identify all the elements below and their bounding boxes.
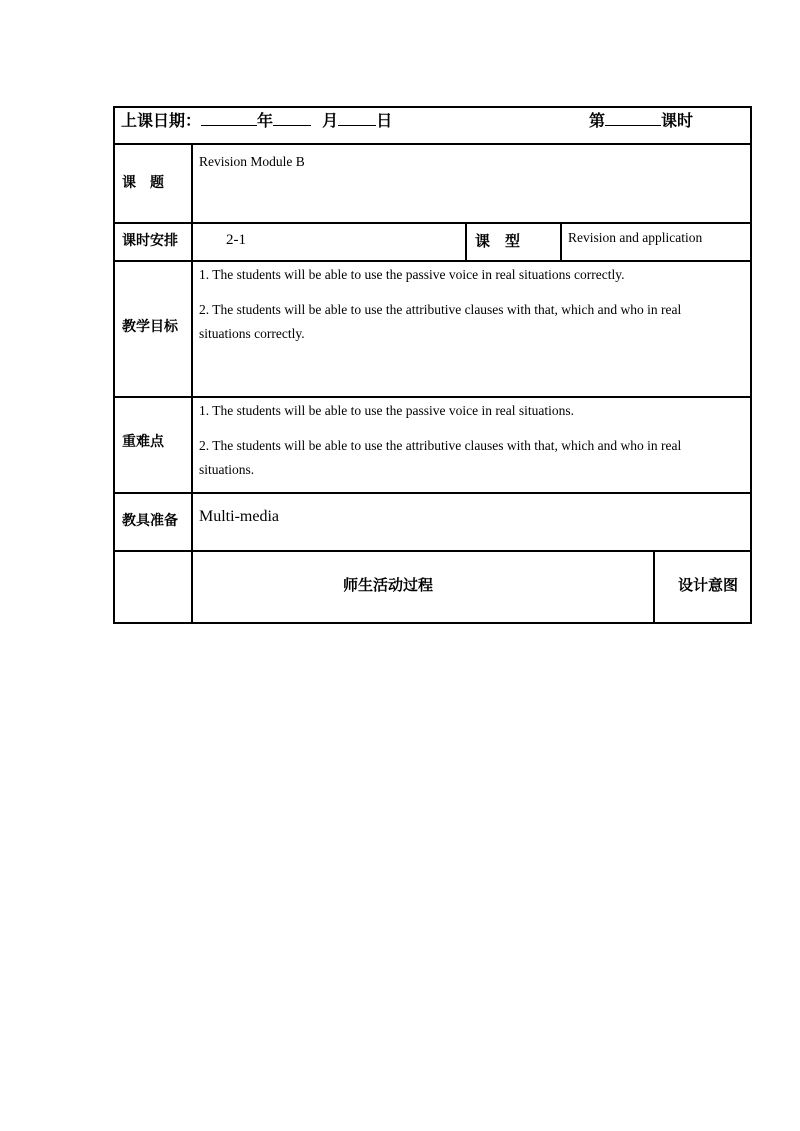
table-left-border bbox=[113, 106, 115, 624]
materials-label: 教具准备 bbox=[122, 513, 178, 529]
objectives-label: 教学目标 bbox=[122, 319, 178, 335]
type-value: Revision and application bbox=[568, 230, 703, 245]
row-divider-topic bbox=[113, 222, 752, 224]
period-suffix: 课时 bbox=[661, 111, 694, 130]
keypoints-label: 重难点 bbox=[122, 434, 164, 450]
row-divider-materials bbox=[113, 550, 752, 552]
date-line bbox=[121, 111, 392, 131]
topic-value: Revision Module B bbox=[199, 154, 305, 169]
materials-value: Multi-media bbox=[199, 508, 279, 525]
table-top-border bbox=[113, 106, 752, 108]
row-divider-header bbox=[113, 143, 752, 145]
year-label: 年 bbox=[257, 111, 274, 130]
row-divider-objectives bbox=[113, 396, 752, 398]
objective-item: 2. The students will be able to use the attributive clauses with that, which and who in real situations correctly. bbox=[199, 302, 682, 341]
schedule-value: 2-1 bbox=[226, 232, 246, 248]
keypoints-list bbox=[199, 399, 719, 493]
label-column-divider bbox=[191, 143, 193, 624]
period-prefix: 第 bbox=[589, 111, 606, 130]
keypoint-item: 2. The students will be able to use the attributive clauses with that, which and who in real situations. bbox=[199, 438, 682, 477]
type-label-right-divider bbox=[560, 222, 562, 262]
day-label: 日 bbox=[376, 111, 393, 130]
type-label: 课 型 bbox=[475, 232, 521, 250]
objectives-list bbox=[199, 263, 719, 357]
month-label: 月 bbox=[322, 111, 339, 130]
date-label: 上课日期： bbox=[121, 111, 202, 130]
type-label-left-divider bbox=[465, 222, 467, 262]
day-blank[interactable] bbox=[338, 111, 376, 126]
year-blank[interactable] bbox=[201, 111, 257, 126]
table-bottom-border bbox=[113, 622, 752, 624]
month-blank[interactable] bbox=[273, 111, 311, 126]
period-line bbox=[589, 111, 693, 131]
process-intent-label: 设计意图 bbox=[678, 576, 739, 594]
row-divider-schedule bbox=[113, 260, 752, 262]
table-right-border bbox=[750, 106, 752, 624]
keypoint-item: 1. The students will be able to use the passive voice in real situations. bbox=[199, 403, 575, 418]
schedule-label: 课时安排 bbox=[122, 233, 178, 249]
objective-item: 1. The students will be able to use the passive voice in real situations correctly. bbox=[199, 267, 625, 282]
process-center-label: 师生活动过程 bbox=[343, 576, 434, 594]
period-blank[interactable] bbox=[605, 111, 661, 126]
intent-column-divider bbox=[653, 550, 655, 624]
topic-label: 课 题 bbox=[122, 175, 164, 191]
